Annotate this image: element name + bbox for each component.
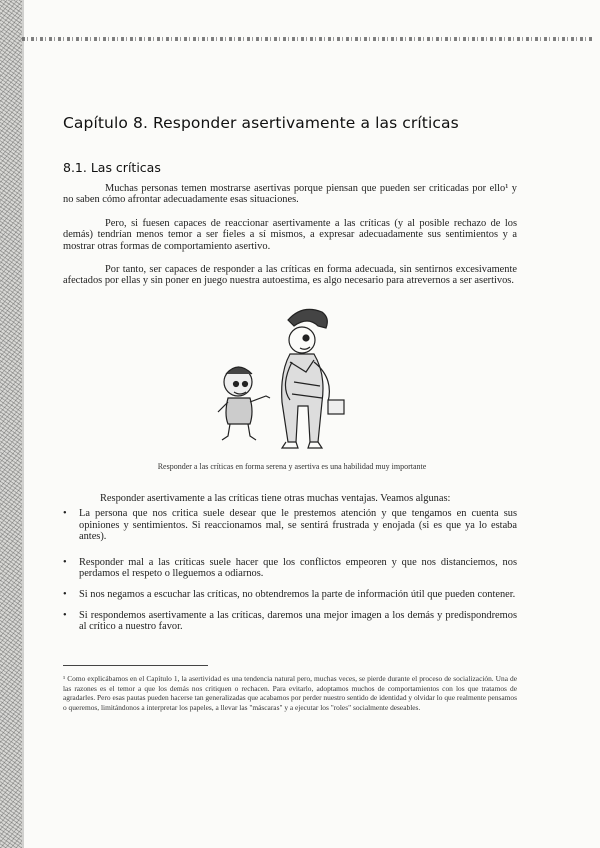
list-item: [63, 610, 517, 633]
bullet-icon: •: [63, 588, 67, 600]
small-figure-drawing: [218, 367, 270, 440]
list-item-text: Responder mal a las críticas suele hacer que los conflictos empeoren y que nos distanciemos, nos perdamos el respeto o lleguemos a odiarnos.: [79, 556, 517, 580]
list-item-text: Si respondemos asertivamente a las críticas, daremos una mejor imagen a los demás y predispondremos al crítico a nuestro favor.: [79, 609, 517, 633]
bullet-icon: •: [63, 556, 67, 568]
paragraph-2: Pero, si fuesen capaces de reaccionar asertivamente a las críticas (y al posible rechazo de los demás) tendrían menos temor a ser fieles a sí mismos, a expresar adecuadamente sus sentimientos y a mostrar otras formas de comportamiento asertivo.: [63, 218, 517, 252]
list-item: [63, 508, 517, 543]
list-item-text: Si nos negamos a escuchar las críticas, no obtendremos la parte de información útil que pueden contener.: [79, 588, 516, 600]
paragraph-1: Muchas personas temen mostrarse asertivas porque piensan que pueden ser criticadas por ello¹ y no saben cómo afrontar adecuadamente esas situaciones.: [63, 183, 517, 206]
tall-figure-drawing: [282, 309, 344, 448]
header-rule: [22, 37, 592, 41]
chapter-title: Capítulo 8. Responder asertivamente a las críticas: [63, 114, 459, 132]
bullet-icon: •: [63, 508, 67, 519]
paragraph-3: Por tanto, ser capaces de responder a las críticas en forma adecuada, sin sentirnos excesivamente afectados por ellas y sin poner en juego nuestra autoestima, es algo necesario para atrevernos a ser asertivos.: [63, 264, 517, 287]
footnote-rule: [63, 665, 208, 666]
footnote: ¹ Como explicábamos en el Capítulo 1, la asertividad es una tendencia natural pero, muchas veces, se pierde durante el proceso de socialización. Una de las razones es el temor a que los demás nos critiquen o rechacen. Para evitarlo, adoptamos muchos de comportamientos con los que tratamos de agradarles. Pero esas pautas pueden hacerse tan generalizadas que acabamos por perder nuestro sentido de identidad y olvidar lo que realmente pensamos o queremos, limitándonos a interpretar los papeles, a llevar las "máscaras" y a ejecutar los "roles" socialmente deseables.: [63, 674, 517, 712]
section-title: 8.1. Las críticas: [63, 160, 161, 175]
list-item-text: La persona que nos critica suele desear que le prestemos atención y que tengamos en cuenta sus opiniones y sentimientos. Si reaccionamos mal, se sentirá frustrada y enojada (si es que ya lo estaba antes).: [79, 508, 517, 543]
list-item: [63, 589, 517, 601]
figure-caption: Responder a las críticas en forma serena y asertiva es una habilidad muy importante: [157, 462, 427, 471]
scan-edge: [0, 0, 22, 848]
illustration-critic-cartoon: [210, 302, 380, 450]
bullet-icon: •: [63, 609, 67, 621]
list-lead-in: Responder asertivamente a las críticas tiene otras muchas ventajas. Veamos algunas:: [100, 493, 451, 504]
advantages-list: [63, 508, 517, 633]
list-item: [63, 557, 517, 580]
